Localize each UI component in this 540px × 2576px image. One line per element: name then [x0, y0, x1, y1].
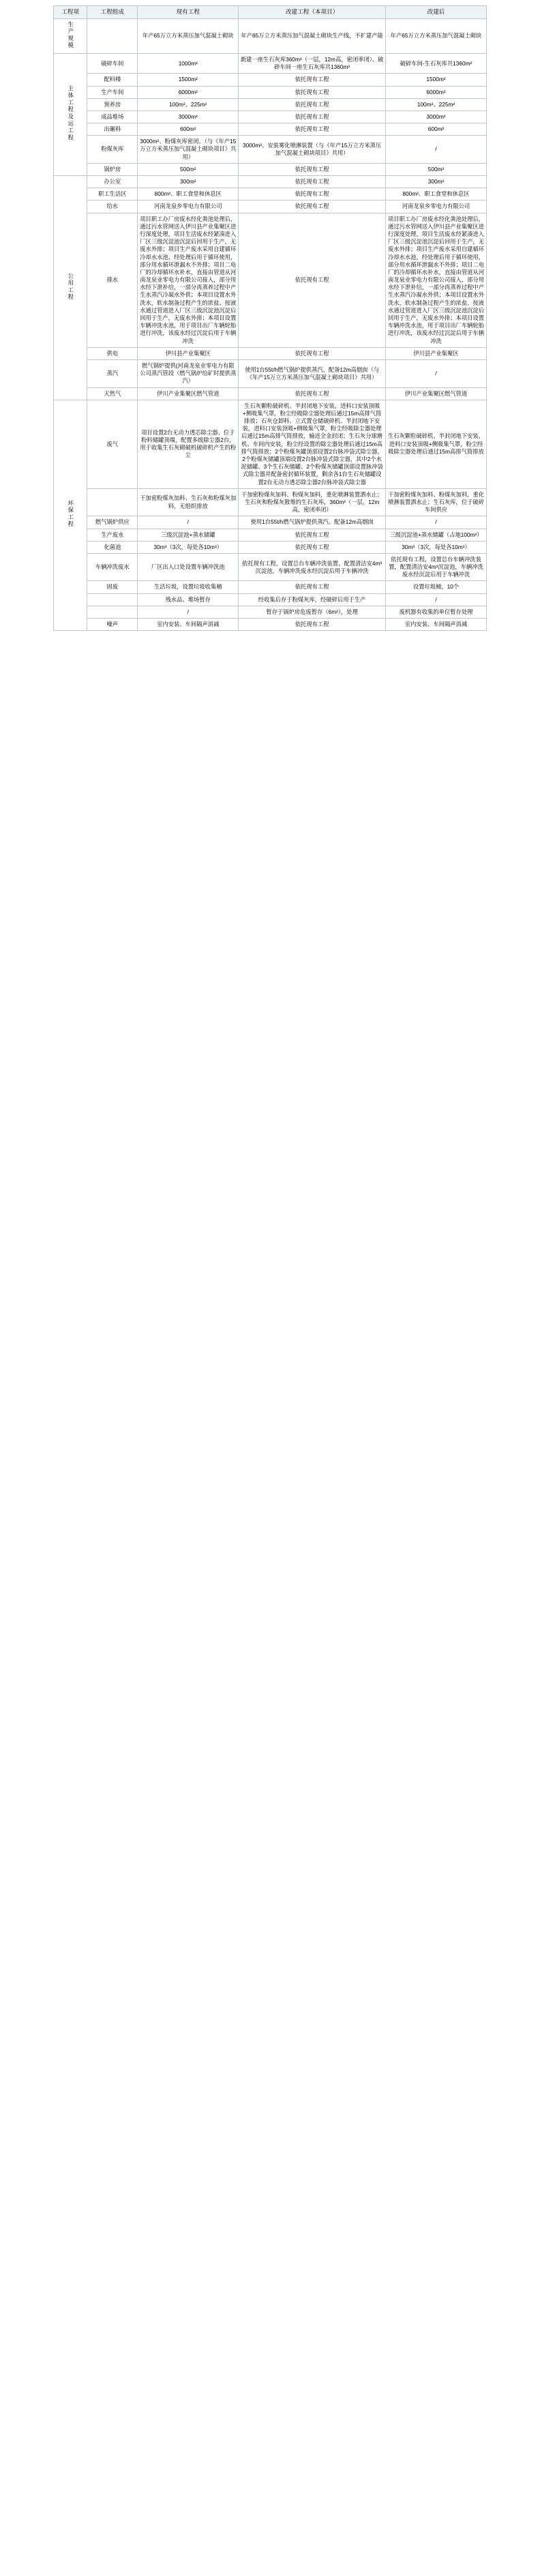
- table-row: [54, 176, 487, 188]
- row-label: 给水: [87, 201, 138, 213]
- section-label-text: 主体工程及运工程: [67, 85, 74, 142]
- section-label-2: [54, 176, 87, 400]
- row-label: 蒸汽: [87, 359, 138, 387]
- cell-1: 3000m²、安装雾化喷淋装置（与《年产15万立方米蒸压加气混凝土砌块项目》共用）: [239, 136, 386, 164]
- cell-0: 30m³（3次，每处各10m³）: [138, 541, 239, 553]
- cell-1: 依托现有工程: [239, 98, 386, 110]
- cell-0: 年产65万立方米蒸压加气混凝土砌块: [138, 18, 239, 53]
- cell-1: 依托现有工程: [239, 581, 386, 593]
- cell-2: 三级沉淀池+蒸水储罐（占地100m²）: [386, 529, 487, 541]
- cell-1: 依托现有工程: [239, 213, 386, 347]
- section-label-3: [54, 400, 87, 631]
- table-body: [54, 18, 487, 631]
- table-row: [54, 619, 487, 631]
- cell-2: 年产65万立方米蒸压加气混凝土砌块: [386, 18, 487, 53]
- cell-0: 燃气锅炉提供(河南龙泉业零电力有限公司蒸汽管段（燃气锅炉给矿时提供蒸汽）: [138, 359, 239, 387]
- cell-0: 800m²、职工食堂和休息区: [138, 188, 239, 201]
- cell-1: 年产65万立方米蒸压加气混凝土砌块生产线，不扩建产能: [239, 18, 386, 53]
- cell-0: 室内安装、车间隔声消减: [138, 619, 239, 631]
- row-label: 成品堆场: [87, 110, 138, 123]
- row-label: 办公室: [87, 176, 138, 188]
- header-cell-3: 改建工程（本项目）: [239, 6, 386, 19]
- cell-2: 室内安装、车间隔声消减: [386, 619, 487, 631]
- cell-1: 依托现有工程: [239, 529, 386, 541]
- table-row: [54, 529, 487, 541]
- cell-2: 伊川产业集聚区燃气管道: [386, 387, 487, 400]
- section-label-0: [54, 18, 87, 53]
- row-label: [87, 606, 138, 618]
- cell-2: 设置垃圾桶，10个: [386, 581, 487, 593]
- cell-0: 厂区出入口处设置车辆冲洗池: [138, 553, 239, 581]
- row-label: 化菌池: [87, 541, 138, 553]
- cell-1: 依托现有工程: [239, 74, 386, 86]
- row-label: 固废: [87, 581, 138, 593]
- cell-2: 项目职工办厂房废水经化粪池处理后，通过污水管网送入伊川县产业集聚区进行深度处理，项目生活废水经紧凑进入厂区三级沉淀池沉淀后回用于生产，无废水外排；项目生产废水采用自建循环冷却水水池，经处理后用于循环使用，部分用水循环泄漏水不外排；项目二电厂的冷却循环水补水，直接由管道从河南龙泉业零电力有限公司接入，部分用水经下泄补给，一部分再蒸养过程中产生水蒸汽冷凝水外供；本项目设置水外洗水，软水制备过程产生的浓盐、按液水通过管道进入厂区三级沉淀池沉淀后回用于生产，无废水外排；本项目设置车辆冲洗水池，用于项目出厂车辆轮胎进行冲洗，该废水经过沉淀后用于车辆冲洗: [386, 213, 487, 347]
- row-label: 生产车间: [87, 86, 138, 98]
- cell-0: 1500m²: [138, 74, 239, 86]
- cell-1: 依托现有工程: [239, 86, 386, 98]
- row-label: 噪声: [87, 619, 138, 631]
- row-label: 破碎车间: [87, 53, 138, 73]
- cell-2: 伊川县产业集聚区: [386, 347, 487, 359]
- cell-1: 新建一座生石灰库360m²（一层，12m高，密闭率闭）、破碎车间一座生石灰库共1360m²: [239, 53, 386, 73]
- cell-2: /: [386, 516, 487, 529]
- cell-1: 使用1台55t/h燃气锅炉提供蒸汽。配备12m高烟囱（与《年产15万立方米蒸压加气混凝土砌块项目》共用）: [239, 359, 386, 387]
- cell-1: 依托现有工程，设置总台车辆冲洗装置，配置清洁安4m³沉淀池，车辆冲洗废水经沉淀后用于车辆冲洗: [239, 553, 386, 581]
- cell-2: 河南龙泉乡零电力有限公司: [386, 201, 487, 213]
- table-row: [54, 347, 487, 359]
- cell-2: 500m²: [386, 163, 487, 175]
- cell-1: 生石灰颗粒破碎机、半封闭地下安装，进料口安装顶吸+侧吸集气罩，粉尘经吸除尘器处理后通过15m高排气筒排放；石灰仓卸料、立式置仓储破碎机、半封闭地下安装，进料口安装顶吸+侧吸集气罩，粉尘经吸除尘器处理后通过15m高排气筒排放，输送全金封闭；生石灰分球磨机、车间内安装，粉尘经设置的除尘器处理后通过15m高排气筒排放；2个粉煤灰罐顶部设置2台脉冲袋式除尘器，2个粉煤灰储罐顶端设置2台脉冲袋式除尘器，其中2个水泥储罐、3个生石灰储罐、2个粉煤灰储罐顶部设置脉冲袋式除尘器并配备密封循环装置，剩余各1台生石灰储罐设置2台无动力透芯除尘器2台脉冲袋式除尘器: [239, 400, 386, 488]
- table-row: [54, 541, 487, 553]
- cell-2: 800m²、职工食堂和休息区: [386, 188, 487, 201]
- table-row: [54, 387, 487, 400]
- cell-0: 300m²: [138, 176, 239, 188]
- table-row: [54, 18, 487, 53]
- row-label: 粉煤灰库: [87, 136, 138, 164]
- cell-2: 依托现有工程，设置总台车辆冲洗装置，配置清洁安4m³沉淀池，车辆冲洗废水经沉淀后用于车辆冲洗: [386, 553, 487, 581]
- cell-0: 600m²: [138, 123, 239, 136]
- cell-0: 三级沉淀池+蒸水储罐: [138, 529, 239, 541]
- table-row: [54, 53, 487, 73]
- row-label: 天然气: [87, 387, 138, 400]
- table-row: [54, 188, 487, 201]
- cell-0: 项目职工办厂房废水经化粪池处理后，通过污水管网送入伊川县产业集聚区进行深度处理，项目生活废水经紧凑进入厂区三级沉淀池沉淀后回用于生产，无废水外排；项目生产废水采用自建循环冷却水水池，经处理后用于循环使用，部分用水循环泄漏水不外排；项目二电厂的冷却循环水补水，直接由管道从河南龙泉业零电力有限公司接入，部分用水经下泄补给，一部分再蒸养过程中产生水蒸汽冷凝水外供；本项目设置水外洗水，软水制备过程产生的浓盐、按液水通过管道进入厂区三级沉淀池沉淀后回用于生产，无废水外排；本项目设置车辆冲洗水池，用于项目出厂车辆轮胎进行冲洗，该废水经过沉淀后用于车辆冲洗: [138, 213, 239, 347]
- table-row: [54, 359, 487, 387]
- cell-1: 依托现有工程: [239, 188, 386, 201]
- cell-2: 30m³（3次，每处各10m³）: [386, 541, 487, 553]
- table-row: [54, 163, 487, 175]
- cell-2: 破碎车间-生石灰库共1360m²: [386, 53, 487, 73]
- cell-0: /: [138, 606, 239, 618]
- row-label: 职工生活区: [87, 188, 138, 201]
- row-label: 燃气锅炉供应: [87, 516, 138, 529]
- cell-1: 使用1台55t/h燃气锅炉提供蒸汽。配备12m高烟囱: [239, 516, 386, 529]
- cell-0: 500m²: [138, 163, 239, 175]
- cell-0: 生活垃圾，设置垃圾收集桶: [138, 581, 239, 593]
- row-label: 废气: [87, 400, 138, 488]
- cell-1: 干加密粉煤灰加料、粉煤灰加料，重化喷淋装置洒水止；生石灰和粉煤灰散堆的生石灰库，360m²（一层，12m高，密闭率闭）: [239, 488, 386, 516]
- cell-2: 300m²: [386, 176, 487, 188]
- cell-2: /: [386, 136, 487, 164]
- cell-0: 6000m²: [138, 86, 239, 98]
- table-row: [54, 553, 487, 581]
- table-row: [54, 488, 487, 516]
- section-label-1: [54, 53, 87, 175]
- section-label-text: 生产规模: [67, 20, 74, 49]
- table-row: [54, 400, 487, 488]
- table-row: [54, 110, 487, 123]
- cell-0: 伊川县产业集聚区: [138, 347, 239, 359]
- cell-0: 项目设置2台无动力透芯除尘器、位于粉料储罐顶端，配置多级除尘器2台，用于收集生石灰砌破机破碎机产生的粉尘: [138, 400, 239, 488]
- cell-0: /: [138, 516, 239, 529]
- row-label: 锅炉房: [87, 163, 138, 175]
- cell-0: 残水品、堆场暂存: [138, 593, 239, 606]
- header-cell-2: 现有工程: [138, 6, 239, 19]
- cell-2: 6000m²: [386, 86, 487, 98]
- row-label: 预养房: [87, 98, 138, 110]
- table-row: [54, 201, 487, 213]
- cell-0: 河南龙泉乡零电力有限公司: [138, 201, 239, 213]
- cell-0: 1000m²: [138, 53, 239, 73]
- header-cell-1: 工程组成: [87, 6, 138, 19]
- row-label: 生产废水: [87, 529, 138, 541]
- document-sheet: [0, 0, 540, 631]
- cell-1: 依托现有工程: [239, 201, 386, 213]
- cell-1: 依托现有工程: [239, 110, 386, 123]
- header-cell-4: 改建后: [386, 6, 487, 19]
- cell-1: 经收集后存于粉煤灰库，经破碎后用于生产: [239, 593, 386, 606]
- row-label: 车辆冲洗废水: [87, 553, 138, 581]
- cell-2: 1500m²: [386, 74, 487, 86]
- cell-2: 100m²、225m²: [386, 98, 487, 110]
- cell-2: 干加密粉煤灰加料、粉煤灰加料，重化喷淋装置洒水止；生石灰库，位于破碎车间供应: [386, 488, 487, 516]
- table-row: [54, 581, 487, 593]
- section-label-text: 环保工程: [67, 500, 74, 529]
- table-row: [54, 213, 487, 347]
- project-comparison-table: [53, 5, 487, 631]
- cell-1: 依托现有工程: [239, 176, 386, 188]
- cell-1: 依托现有工程: [239, 123, 386, 136]
- row-label: [87, 18, 138, 53]
- row-label: [87, 593, 138, 606]
- cell-2: 3000m²: [386, 110, 487, 123]
- section-label-text: 公用工程: [67, 272, 74, 301]
- cell-2: 600m²: [386, 123, 487, 136]
- table-header-row: [54, 6, 487, 19]
- cell-1: 依托现有工程: [239, 619, 386, 631]
- table-row: [54, 606, 487, 618]
- row-label: 排水: [87, 213, 138, 347]
- cell-0: 干加密粉煤灰加料、生石灰和粉煤灰加料，无组织排放: [138, 488, 239, 516]
- cell-2: 生石灰颗粒破碎机、半封闭地下安装，进料口安装顶吸+侧吸集气罩，粉尘经吸除尘器处理后通过15m高排气筒排放: [386, 400, 487, 488]
- cell-0: 3000m²: [138, 110, 239, 123]
- row-label: 出碾料: [87, 123, 138, 136]
- table-row: [54, 593, 487, 606]
- cell-2: /: [386, 359, 487, 387]
- cell-1: 依托现有工程: [239, 347, 386, 359]
- cell-2: 废机器有收集的单位暂存处理: [386, 606, 487, 618]
- row-label: 供电: [87, 347, 138, 359]
- table-row: [54, 123, 487, 136]
- cell-0: 3000m²、粉煤灰库密闭、（与《年产15万立方米蒸压加气混凝土砌块项目》共用）: [138, 136, 239, 164]
- table-row: [54, 136, 487, 164]
- row-label: [87, 488, 138, 516]
- table-row: [54, 74, 487, 86]
- cell-1: 依托现有工程: [239, 541, 386, 553]
- cell-2: /: [386, 593, 487, 606]
- row-label: 配料楼: [87, 74, 138, 86]
- cell-1: 依托现有工程: [239, 387, 386, 400]
- cell-1: 暂存于锅炉房危废暂存（6m²），处理: [239, 606, 386, 618]
- cell-1: 依托现有工程: [239, 163, 386, 175]
- cell-0: 100m²、225m²: [138, 98, 239, 110]
- header-cell-0: 工程项: [54, 6, 87, 19]
- table-row: [54, 516, 487, 529]
- table-row: [54, 98, 487, 110]
- table-row: [54, 86, 487, 98]
- cell-0: 伊川产业集聚区燃气管道: [138, 387, 239, 400]
